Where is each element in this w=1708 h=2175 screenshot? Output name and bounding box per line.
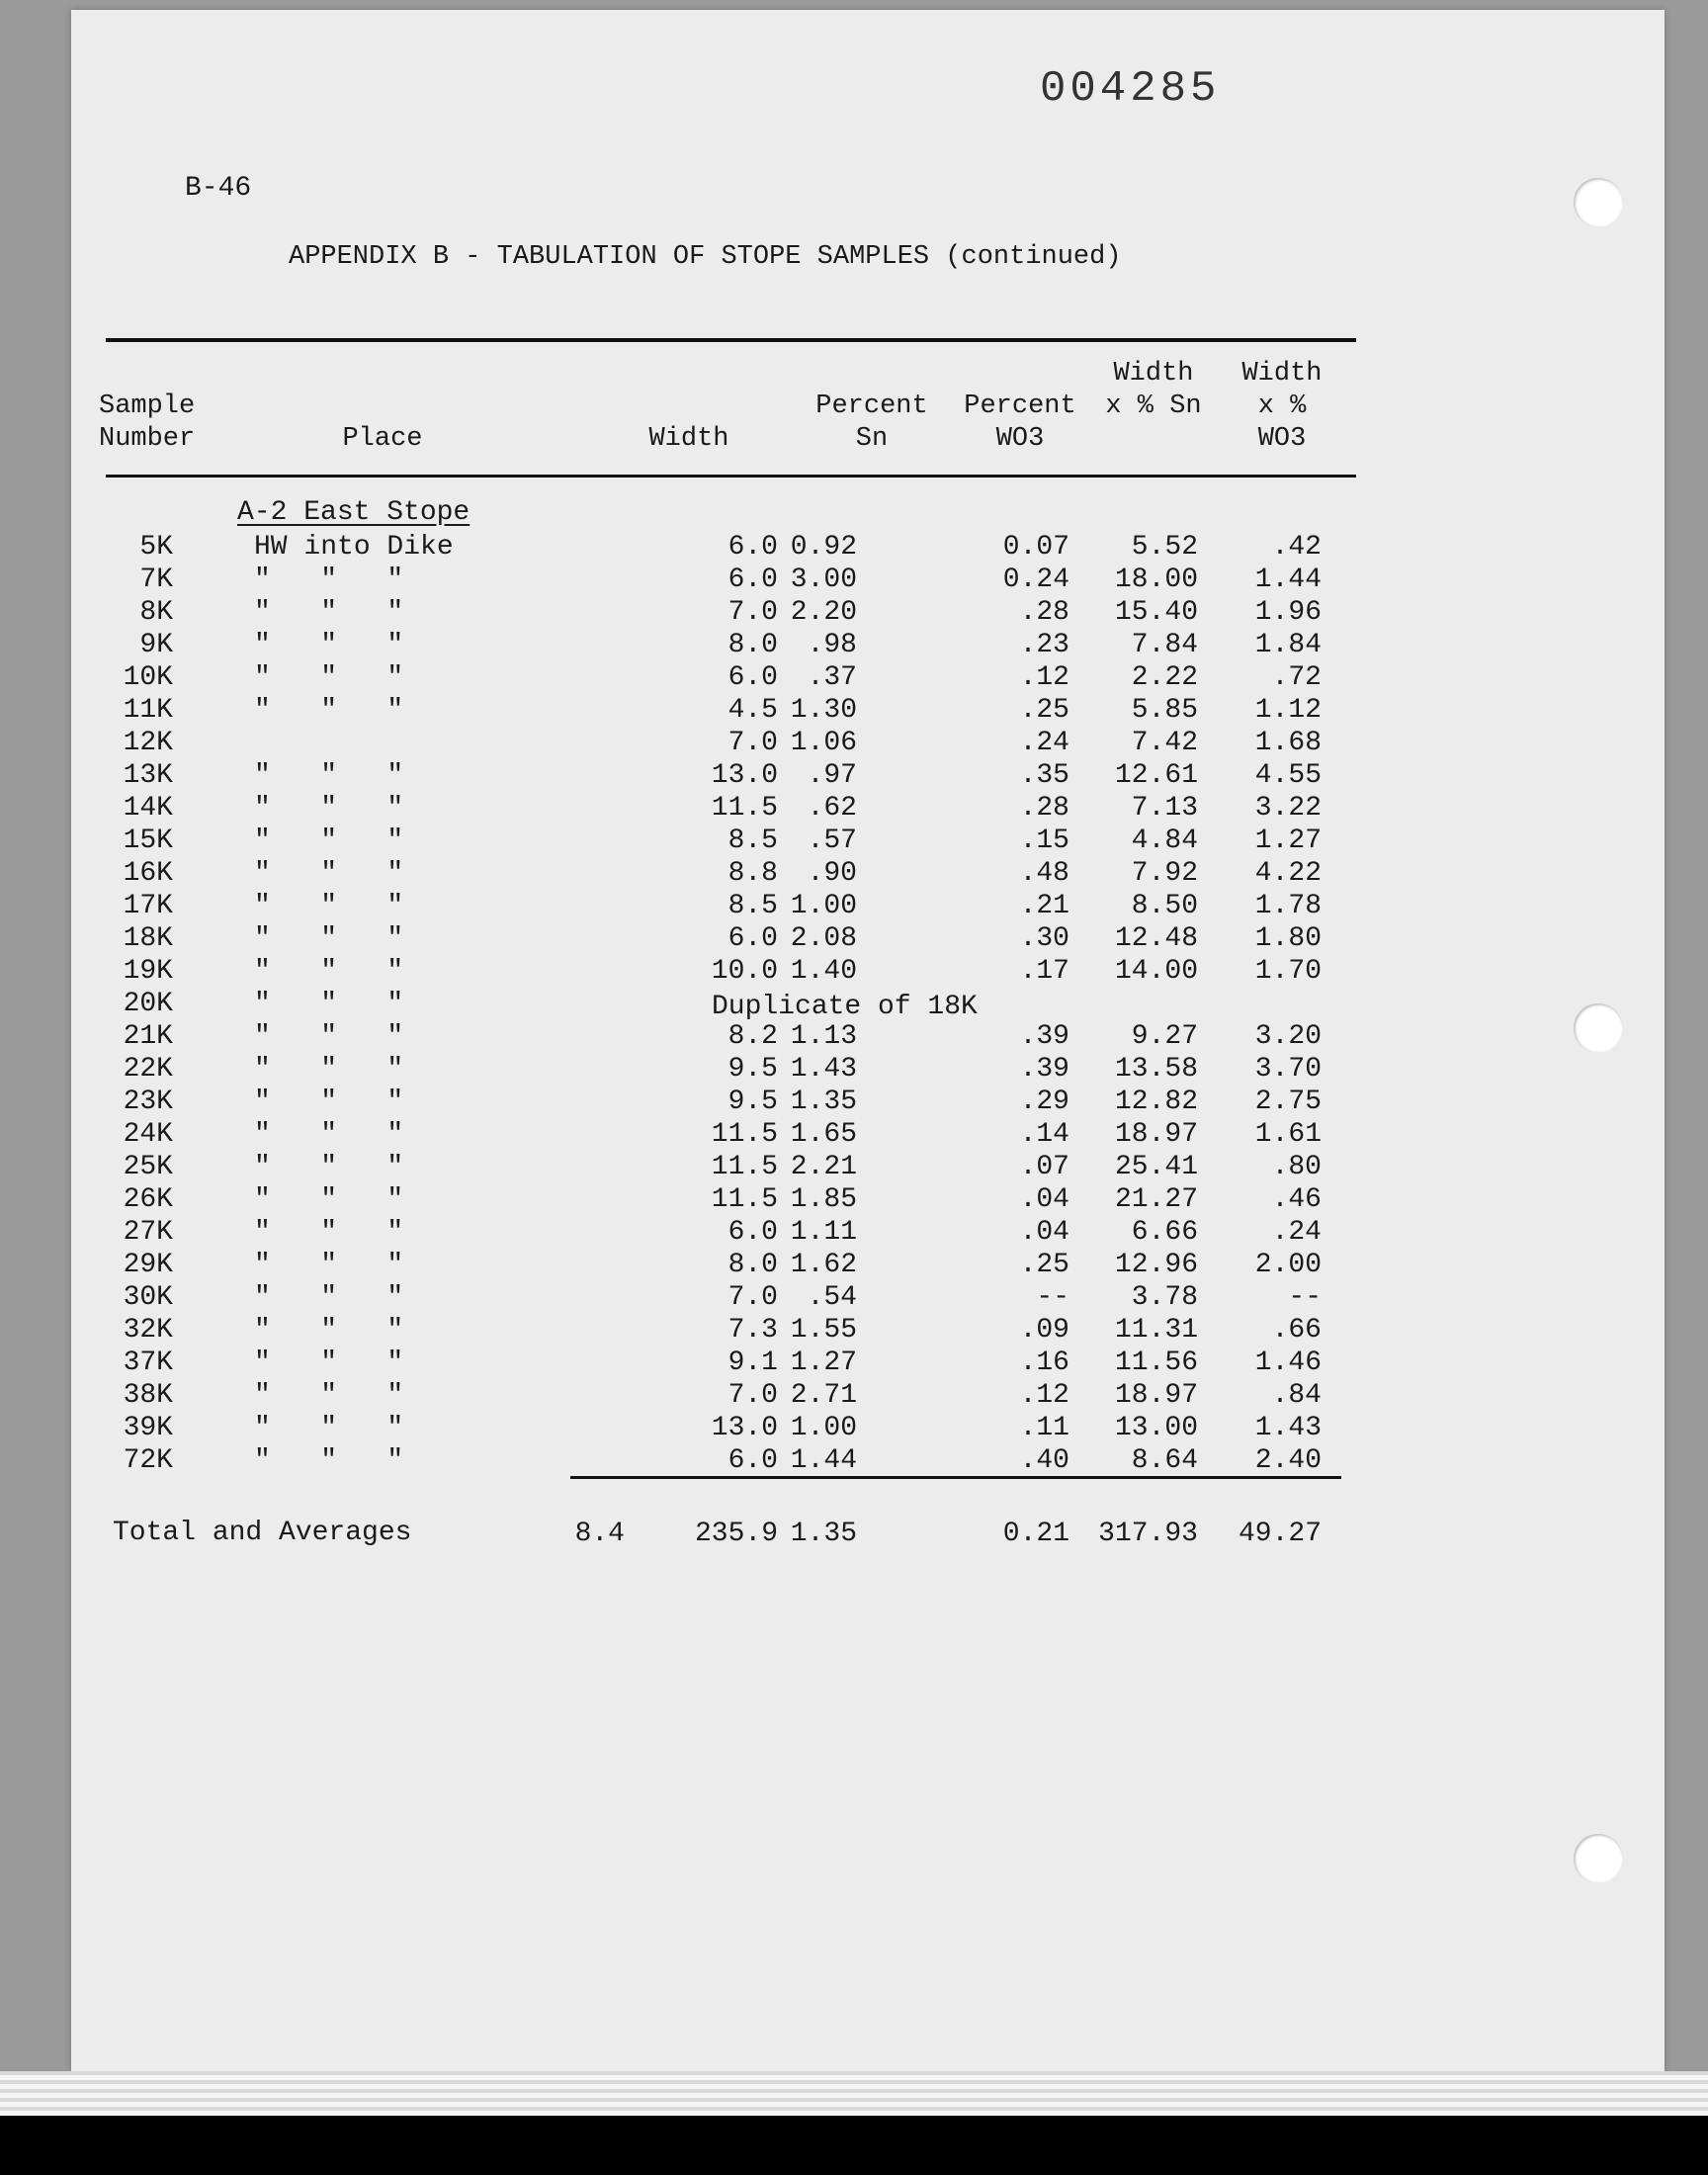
cell-percent-wo3: .28 [1019,597,1069,628]
cell-place: " " " [254,1184,404,1215]
section-label: A-2 East Stope [237,497,470,528]
cell-width: 4.5 [727,695,778,726]
cell-width: 6.0 [727,532,778,563]
header-width: Width [648,424,729,454]
cell-percent-wo3: .48 [1019,858,1069,889]
cell-width-x-wo3: .42 [1271,532,1322,563]
cell-place: " " " [254,858,404,889]
cell-percent-sn: 2.08 [790,923,857,954]
cell-width: 6.0 [727,662,778,693]
cell-place: " " " [254,565,404,595]
cell-percent-wo3: .15 [1019,826,1069,856]
cell-width-x-sn: 15.40 [1114,597,1198,628]
header-bottom-rule [106,475,1356,478]
cell-width-x-sn: 25.41 [1114,1152,1198,1182]
cell-sample-number: 7K [139,565,173,595]
cell-width: 11.5 [711,1119,778,1150]
cell-percent-sn: 1.40 [790,956,857,987]
cell-width-x-wo3: 4.55 [1254,760,1322,791]
cell-place: " " " [254,793,404,824]
cell-percent-sn: .90 [807,858,857,889]
cell-width-x-wo3: .80 [1271,1152,1322,1182]
cell-percent-sn: 1.27 [790,1348,857,1378]
cell-percent-wo3: -- [1036,1282,1069,1313]
cell-width-x-sn: 12.82 [1114,1087,1198,1117]
cell-place: " " " [254,826,404,856]
cell-percent-sn: 1.43 [790,1054,857,1085]
cell-percent-wo3: .04 [1019,1217,1069,1248]
cell-width-x-sn: 7.92 [1131,858,1198,889]
totals-width: 235.9 [694,1519,778,1549]
cell-width: 8.0 [727,1250,778,1280]
cell-percent-sn: 1.13 [790,1021,857,1052]
cell-sample-number: 20K [123,989,173,1019]
cell-width: 13.0 [711,760,778,791]
cell-width-x-wo3: 1.12 [1254,695,1322,726]
cell-sample-number: 22K [123,1054,173,1085]
cell-width-x-wo3: 1.46 [1254,1348,1322,1378]
cell-width-x-sn: 12.96 [1114,1250,1198,1280]
cell-width-x-wo3: 3.22 [1254,793,1322,824]
cell-sample-number: 11K [123,695,173,726]
cell-width: 6.0 [727,923,778,954]
cell-sample-number: 12K [123,728,173,758]
cell-sample-number: 23K [123,1087,173,1117]
cell-percent-sn: 1.06 [790,728,857,758]
cell-percent-wo3: 0.07 [1002,532,1069,563]
cell-sample-number: 25K [123,1152,173,1182]
cell-width: 8.8 [727,858,778,889]
cell-width-x-sn: 7.13 [1131,793,1198,824]
cell-place: HW into Dike [254,532,454,563]
cell-place: " " " [254,1348,404,1378]
cell-percent-sn: 1.44 [790,1445,857,1476]
cell-width-x-sn: 11.31 [1114,1315,1198,1346]
cell-percent-wo3: .16 [1019,1348,1069,1378]
cell-place: " " " [254,1054,404,1085]
cell-width-x-wo3: .72 [1271,662,1322,693]
cell-place: " " " [254,1119,404,1150]
cell-place: " " " [254,1315,404,1346]
cell-sample-number: 30K [123,1282,173,1313]
cell-width: 11.5 [711,1184,778,1215]
cell-percent-wo3: .23 [1019,630,1069,660]
cell-width-x-sn: 5.85 [1131,695,1198,726]
cell-place: " " " [254,695,404,726]
cell-sample-number: 39K [123,1413,173,1443]
cell-sample-number: 17K [123,891,173,921]
cell-width-x-wo3: 1.70 [1254,956,1322,987]
cell-width-x-sn: 7.42 [1131,728,1198,758]
cell-sample-number: 16K [123,858,173,889]
cell-width-x-wo3: 2.00 [1254,1250,1322,1280]
cell-width-x-wo3: 1.78 [1254,891,1322,921]
cell-percent-wo3: .12 [1019,1380,1069,1411]
cell-width-x-sn: 12.48 [1114,923,1198,954]
cell-width: 8.5 [727,826,778,856]
header-percent-wo3: Percent WO3 [964,392,1076,454]
cell-percent-sn: 1.30 [790,695,857,726]
cell-percent-sn: 1.35 [790,1087,857,1117]
cell-width-x-wo3: .84 [1271,1380,1322,1411]
cell-width-x-wo3: 2.75 [1254,1087,1322,1117]
header-width-x-wo3: Width x % WO3 [1241,359,1323,454]
cell-width-x-sn: 9.27 [1131,1021,1198,1052]
cell-percent-sn: .98 [807,630,857,660]
cell-place: " " " [254,1087,404,1117]
cell-percent-sn: 1.55 [790,1315,857,1346]
cell-place: " " " [254,760,404,791]
totals-percent-wo3: 0.21 [1002,1519,1069,1549]
cell-percent-wo3: .12 [1019,662,1069,693]
cell-width-x-sn: 18.97 [1114,1119,1198,1150]
cell-percent-sn: .57 [807,826,857,856]
cell-place: " " " [254,989,404,1019]
cell-percent-sn: 1.65 [790,1119,857,1150]
cell-percent-wo3: .25 [1019,1250,1069,1280]
cell-percent-wo3: .07 [1019,1152,1069,1182]
cell-width-x-sn: 11.56 [1114,1348,1198,1378]
cell-percent-wo3: .21 [1019,891,1069,921]
cell-sample-number: 24K [123,1119,173,1150]
cell-percent-wo3: .25 [1019,695,1069,726]
cell-sample-number: 13K [123,760,173,791]
cell-percent-sn: 2.21 [790,1152,857,1182]
cell-place: " " " [254,597,404,628]
totals-avg-width: 8.4 [574,1519,625,1549]
totals-rule [570,1476,1341,1479]
cell-percent-sn: 1.00 [790,891,857,921]
scanner-border [0,2116,1708,2175]
cell-percent-wo3: .40 [1019,1445,1069,1476]
cell-percent-sn: .37 [807,662,857,693]
cell-sample-number: 19K [123,956,173,987]
cell-width: 11.5 [711,1152,778,1182]
cell-width-x-sn: 3.78 [1131,1282,1198,1313]
cell-width-x-wo3: -- [1288,1282,1322,1313]
cell-width: 7.3 [727,1315,778,1346]
cell-width: 9.5 [727,1087,778,1117]
cell-width-x-wo3: 4.22 [1254,858,1322,889]
cell-percent-wo3: .39 [1019,1021,1069,1052]
totals-width-x-sn: 317.93 [1098,1519,1198,1549]
cell-width-x-wo3: 1.84 [1254,630,1322,660]
cell-width-x-sn: 7.84 [1131,630,1198,660]
cell-width: 9.5 [727,1054,778,1085]
cell-place: " " " [254,923,404,954]
cell-percent-wo3: .39 [1019,1054,1069,1085]
cell-percent-sn: 2.71 [790,1380,857,1411]
table-top-rule [106,338,1356,342]
cell-width-x-sn: 18.97 [1114,1380,1198,1411]
duplicate-note: Duplicate of 18K [712,992,978,1022]
page-title: APPENDIX B - TABULATION OF STOPE SAMPLES (continued) [289,242,1122,272]
cell-width-x-wo3: .66 [1271,1315,1322,1346]
cell-percent-sn: .97 [807,760,857,791]
cell-sample-number: 14K [123,793,173,824]
cell-width-x-wo3: 3.20 [1254,1021,1322,1052]
cell-width-x-sn: 14.00 [1114,956,1198,987]
punch-hole [1574,1834,1623,1883]
cell-width: 10.0 [711,956,778,987]
cell-width-x-sn: 5.52 [1131,532,1198,563]
cell-percent-sn: 1.00 [790,1413,857,1443]
cell-sample-number: 37K [123,1348,173,1378]
totals-percent-sn: 1.35 [790,1519,857,1549]
scanner-edge [0,2071,1708,2116]
cell-width-x-sn: 13.00 [1114,1413,1198,1443]
header-place: Place [342,424,423,454]
cell-width: 7.0 [727,1380,778,1411]
cell-percent-wo3: 0.24 [1002,565,1069,595]
cell-width-x-wo3: .24 [1271,1217,1322,1248]
stamp-number: 004285 [1040,64,1221,114]
cell-width: 11.5 [711,793,778,824]
cell-sample-number: 9K [139,630,173,660]
cell-width-x-sn: 8.64 [1131,1445,1198,1476]
cell-width: 7.0 [727,1282,778,1313]
cell-width: 9.1 [727,1348,778,1378]
cell-percent-wo3: .29 [1019,1087,1069,1117]
cell-sample-number: 72K [123,1445,173,1476]
cell-sample-number: 29K [123,1250,173,1280]
cell-width: 6.0 [727,1445,778,1476]
cell-width-x-sn: 18.00 [1114,565,1198,595]
header-percent-sn: Percent Sn [815,392,928,454]
cell-percent-wo3: .30 [1019,923,1069,954]
cell-sample-number: 18K [123,923,173,954]
cell-width: 6.0 [727,1217,778,1248]
cell-sample-number: 10K [123,662,173,693]
cell-percent-sn: 1.85 [790,1184,857,1215]
cell-sample-number: 15K [123,826,173,856]
cell-width-x-wo3: 1.61 [1254,1119,1322,1150]
cell-width: 6.0 [727,565,778,595]
cell-width: 8.0 [727,630,778,660]
cell-percent-sn: 1.62 [790,1250,857,1280]
cell-width-x-wo3: 1.44 [1254,565,1322,595]
document-page [71,10,1665,2071]
cell-sample-number: 21K [123,1021,173,1052]
cell-sample-number: 38K [123,1380,173,1411]
cell-place: " " " [254,1250,404,1280]
cell-width-x-wo3: 1.96 [1254,597,1322,628]
header-sample-number: Sample Number [99,392,196,454]
cell-sample-number: 27K [123,1217,173,1248]
cell-percent-wo3: .09 [1019,1315,1069,1346]
page-id: B-46 [185,173,252,204]
cell-percent-wo3: .14 [1019,1119,1069,1150]
cell-place: " " " [254,1413,404,1443]
cell-percent-wo3: .24 [1019,728,1069,758]
cell-width: 7.0 [727,728,778,758]
cell-place: " " " [254,1282,404,1313]
cell-percent-wo3: .04 [1019,1184,1069,1215]
cell-width-x-wo3: 2.40 [1254,1445,1322,1476]
cell-sample-number: 5K [139,532,173,563]
cell-percent-sn: 1.11 [790,1217,857,1248]
cell-place: " " " [254,1445,404,1476]
cell-width-x-wo3: 1.27 [1254,826,1322,856]
cell-width-x-wo3: 1.68 [1254,728,1322,758]
cell-percent-sn: .54 [807,1282,857,1313]
cell-width-x-sn: 13.58 [1114,1054,1198,1085]
cell-width-x-wo3: 3.70 [1254,1054,1322,1085]
cell-width-x-wo3: 1.43 [1254,1413,1322,1443]
cell-percent-sn: 3.00 [790,565,857,595]
cell-sample-number: 8K [139,597,173,628]
totals-width-x-wo3: 49.27 [1238,1519,1322,1549]
cell-width: 8.2 [727,1021,778,1052]
cell-percent-sn: .62 [807,793,857,824]
cell-percent-wo3: .28 [1019,793,1069,824]
cell-width-x-sn: 21.27 [1114,1184,1198,1215]
cell-width-x-sn: 2.22 [1131,662,1198,693]
cell-width-x-sn: 4.84 [1131,826,1198,856]
cell-percent-wo3: .11 [1019,1413,1069,1443]
cell-width: 8.5 [727,891,778,921]
header-width-x-sn: Width x % Sn [1105,359,1202,421]
cell-place: " " " [254,1152,404,1182]
cell-width-x-sn: 8.50 [1131,891,1198,921]
cell-place: " " " [254,1021,404,1052]
cell-sample-number: 26K [123,1184,173,1215]
cell-width: 7.0 [727,597,778,628]
cell-place: " " " [254,630,404,660]
cell-width-x-wo3: .46 [1271,1184,1322,1215]
punch-hole [1574,1003,1623,1053]
cell-percent-wo3: .35 [1019,760,1069,791]
totals-label: Total and Averages [113,1518,412,1548]
cell-place: " " " [254,1380,404,1411]
cell-percent-sn: 0.92 [790,532,857,563]
cell-place: " " " [254,891,404,921]
cell-width-x-sn: 12.61 [1114,760,1198,791]
cell-place: " " " [254,662,404,693]
cell-percent-wo3: .17 [1019,956,1069,987]
cell-place: " " " [254,956,404,987]
cell-width-x-sn: 6.66 [1131,1217,1198,1248]
cell-place: " " " [254,1217,404,1248]
cell-percent-sn: 2.20 [790,597,857,628]
punch-hole [1574,178,1623,227]
cell-width-x-wo3: 1.80 [1254,923,1322,954]
cell-sample-number: 32K [123,1315,173,1346]
cell-width: 13.0 [711,1413,778,1443]
